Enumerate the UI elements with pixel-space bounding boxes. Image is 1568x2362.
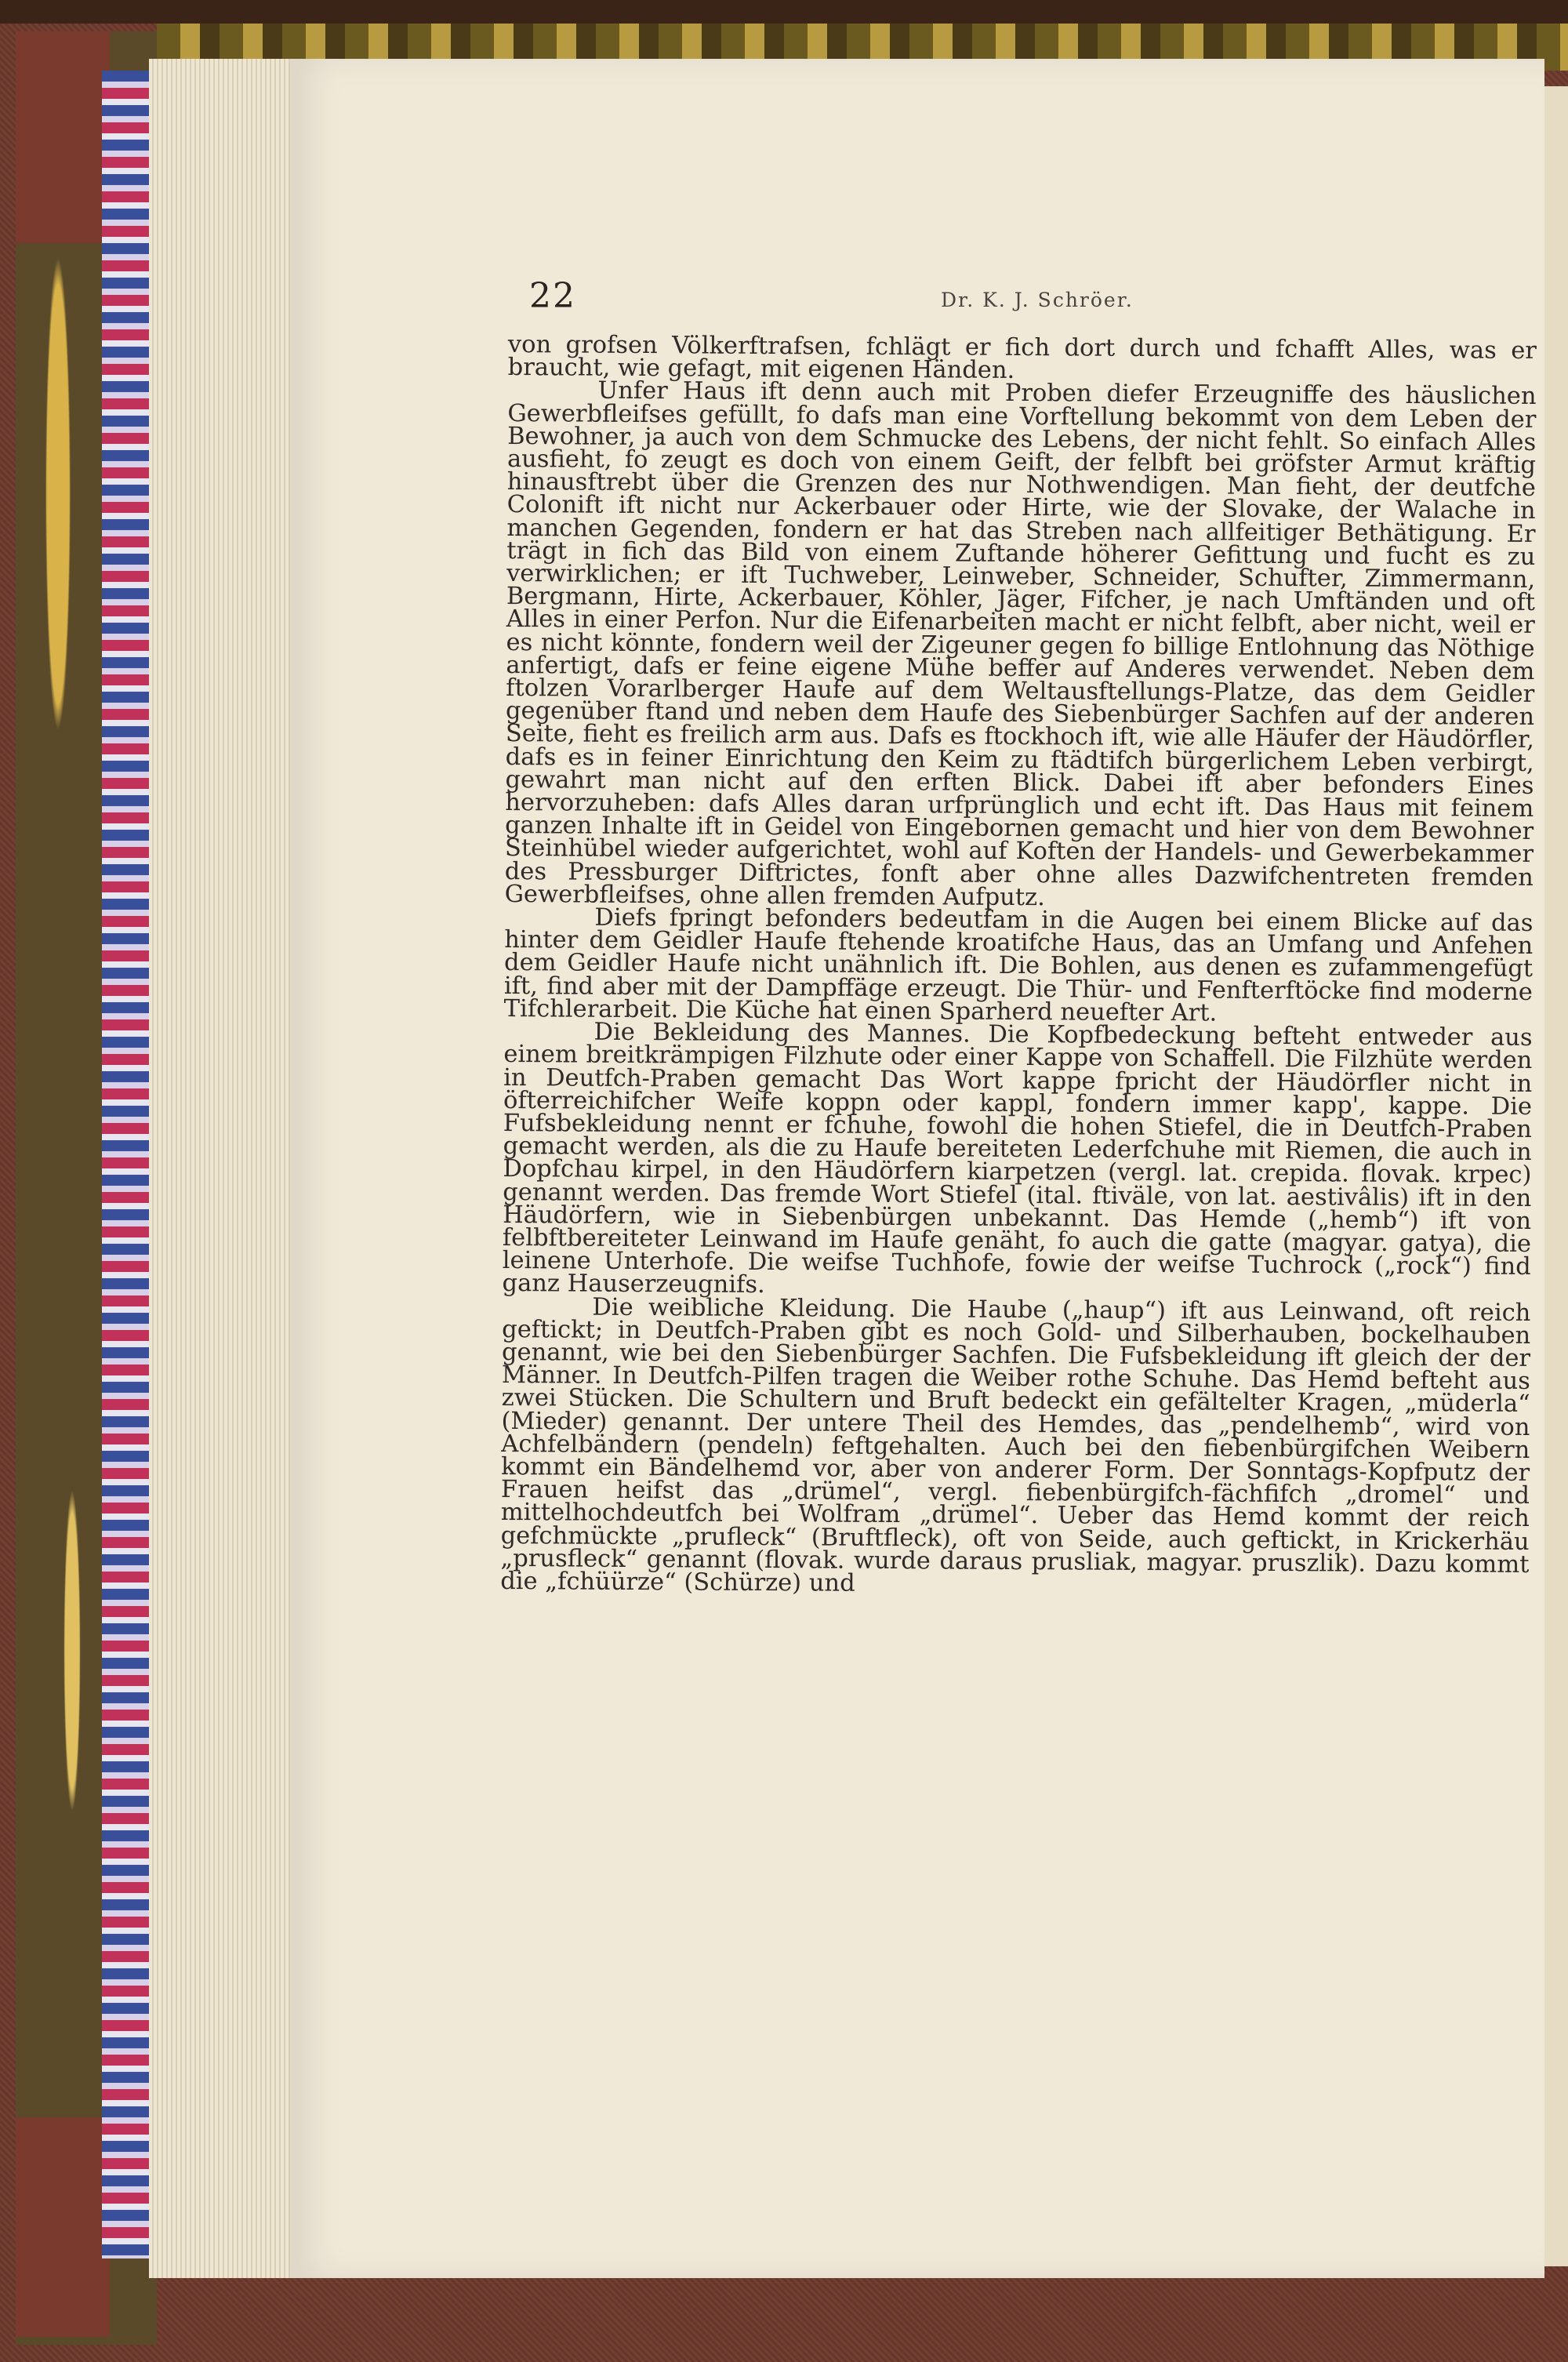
paragraph-4: Die Bekleidung des Mannes. Die Kopfbedeckung befteht entweder aus einem breitkrämpigen Filzhute oder einer Kappe von Schaffell. Die Filzhüte werden in Deutfch-Praben gemacht Das Wort kappe fpricht der Häudörfler nicht in öfterreichifcher Weife koppn oder kappl, fondern immer kapp', kappe. Die Fufsbekleidung nennt er fchuhe, fowohl die hohen Stiefel, die in Deutfch-Praben gemacht werden, als die zu Haufe bereiteten Lederfchuhe mit Riemen, die auch in Dopfchau kirpel, in den Häudörfern kiarpetzen (vergl. lat. crepida. flovak. krpec) genannt werden. Das fremde Wort Stiefel (ital. ftiväle, von lat. aestivâlis) ift in den Häudörfern, wie in Siebenbürgen unbekannt. Das Hemde („hemb“) ift von felbftbereiteter Leinwand im Haufe genäht, fo auch die gatte (magyar. gatya), die leinene Unterhofe. Die weifse Tuchhofe, fowie der weifse Tuchrock („rock“) find ganz Hauserzeugnifs. — [502, 1018, 1533, 1299]
marbled-page-edge — [102, 71, 149, 2258]
body-text — [500, 333, 1537, 1599]
paragraph-1: von grofsen Völkerftrafsen, fchlägt er fich dort durch und fchafft Alles, was er braucht, wie gefagt, mit eigenen Händen. — [507, 331, 1537, 385]
paragraph-2: Unfer Haus ift denn auch mit Proben diefer Erzeugniffe des häuslichen Gewerbfleifses gefüllt, fo dafs man eine Vorftellung bekommt von dem Leben der Bewohner, ja auch von dem Schmucke des Lebens, der nicht fehlt. So einfach Alles ausfieht, fo zeugt es doch von einem Geift, der felbft bei gröfster Armut kräftig hinausftrebt über die Grenzen des nur Nothwendigen. Man fieht, der deutfche Colonift ift nicht nur Ackerbauer oder Hirte, wie der Slovake, der Walache in manchen Gegenden, fondern er hat das Streben nach allfeitiger Bethätigung. Er trägt in fich das Bild von einem Zuftande höherer Gefittung und fucht es zu verwirklichen; er ift Tuchweber, Leinweber, Schneider, Schufter, Zimmermann, Bergmann, Hirte, Ackerbauer, Köhler, Jäger, Fifcher, je nach Umftänden und oft Alles in einer Perfon. Nur die Eifenarbeiten macht er nicht felbft, aber nicht, weil er es nicht könnte, fondern weil der Zigeuner gegen fo billige Entlohnung das Nöthige anfertigt, dafs er feine eigene Mühe beffer auf Anderes verwendet. Neben dem ftolzen Vorarlberger Haufe auf dem Weltausftellungs-Platze, das dem Geidler gegenüber ftand und neben dem Haufe des Siebenbürger Sachfen auf der anderen Seite, fieht es freilich arm aus. Dafs es ftockhoch ift, wie alle Häufer der Häudörfler, dafs es in feiner Einrichtung den Keim zu ftädtifch bürgerlichem Leben verbirgt, gewahrt man nicht auf den erften Blick. Dabei ift aber befonders Eines hervorzuheben: dafs Alles daran urfprünglich und echt ift. Das Haus mit feinem ganzen Inhalte ift in Geidel von Eingebornen gemacht und hier von dem Bewohner Steinhübel wieder aufgerichtet, wohl auf Koften der Handels- und Gewerbekammer des Pressburger Diftrictes, fonft aber ohne alles Dazwifchentreten fremden Gewerbfleifses, ohne allen fremden Aufputz. — [504, 377, 1537, 912]
leather-corner-bottom — [16, 2117, 110, 2337]
facing-page-edge — [1544, 86, 1568, 2266]
paragraph-3: Diefs fpringt befonders bedeutfam in die Augen bei einem Blicke auf das hinter dem Geidler Haufe ftehende kroatifche Haus, das an Umfang und Anfehen dem Geidler Haufe nicht unähnlich ift. Die Bohlen, aus denen es zufammengefügt ift, find aber mit der Dampffäge erzeugt. Die Thür- und Fenfterftöcke find moderne Tifchlerarbeit. Die Küche hat einen Sparherd neuefter Art. — [503, 903, 1534, 1027]
running-head: Dr. K. J. Schröer. — [941, 289, 1134, 311]
paragraph-5: Die weibliche Kleidung. Die Haube („haup“) ift aus Leinwand, oft reich geftickt; in Deutfch-Praben gibt es noch Gold- und Silberhauben, bockelhauben genannt, wie bei den Siebenbürger Sachfen. Die Fufsbekleidung ift gleich der der Männer. In Deutfch-Pilfen tragen die Weiber rothe Schuhe. Das Hemd befteht aus zwei Stücken. Die Schultern und Bruft bedeckt ein gefältelter Kragen, „müderla“ (Mieder) genannt. Der untere Theil des Hemdes, das „pendelhemb“, wird von Achfelbändern (pendeln) feftgehalten. Auch bei den fiebenbürgifchen Weibern kommt ein Bändelhemd vor, aber von anderer Form. Der Sonntags-Kopfputz der Frauen heifst das „drümel“, vergl. fiebenbürgifch-fächfifch „dromel“ und mittelhochdeutfch bei Wolfram „drümel“. Ueber das Hemd kommt der reich gefchmückte „prufleck“ (Bruftfleck), oft von Seide, auch geftickt, in Krickerhäu „prusfleck“ genannt (flovak. wurde daraus prusliak, magyar. pruszlik). Dazu kommt die „fchüürze“ (Schürze) und — [500, 1293, 1531, 1597]
leather-corner-top — [16, 31, 110, 243]
page-number: 22 — [529, 276, 576, 316]
